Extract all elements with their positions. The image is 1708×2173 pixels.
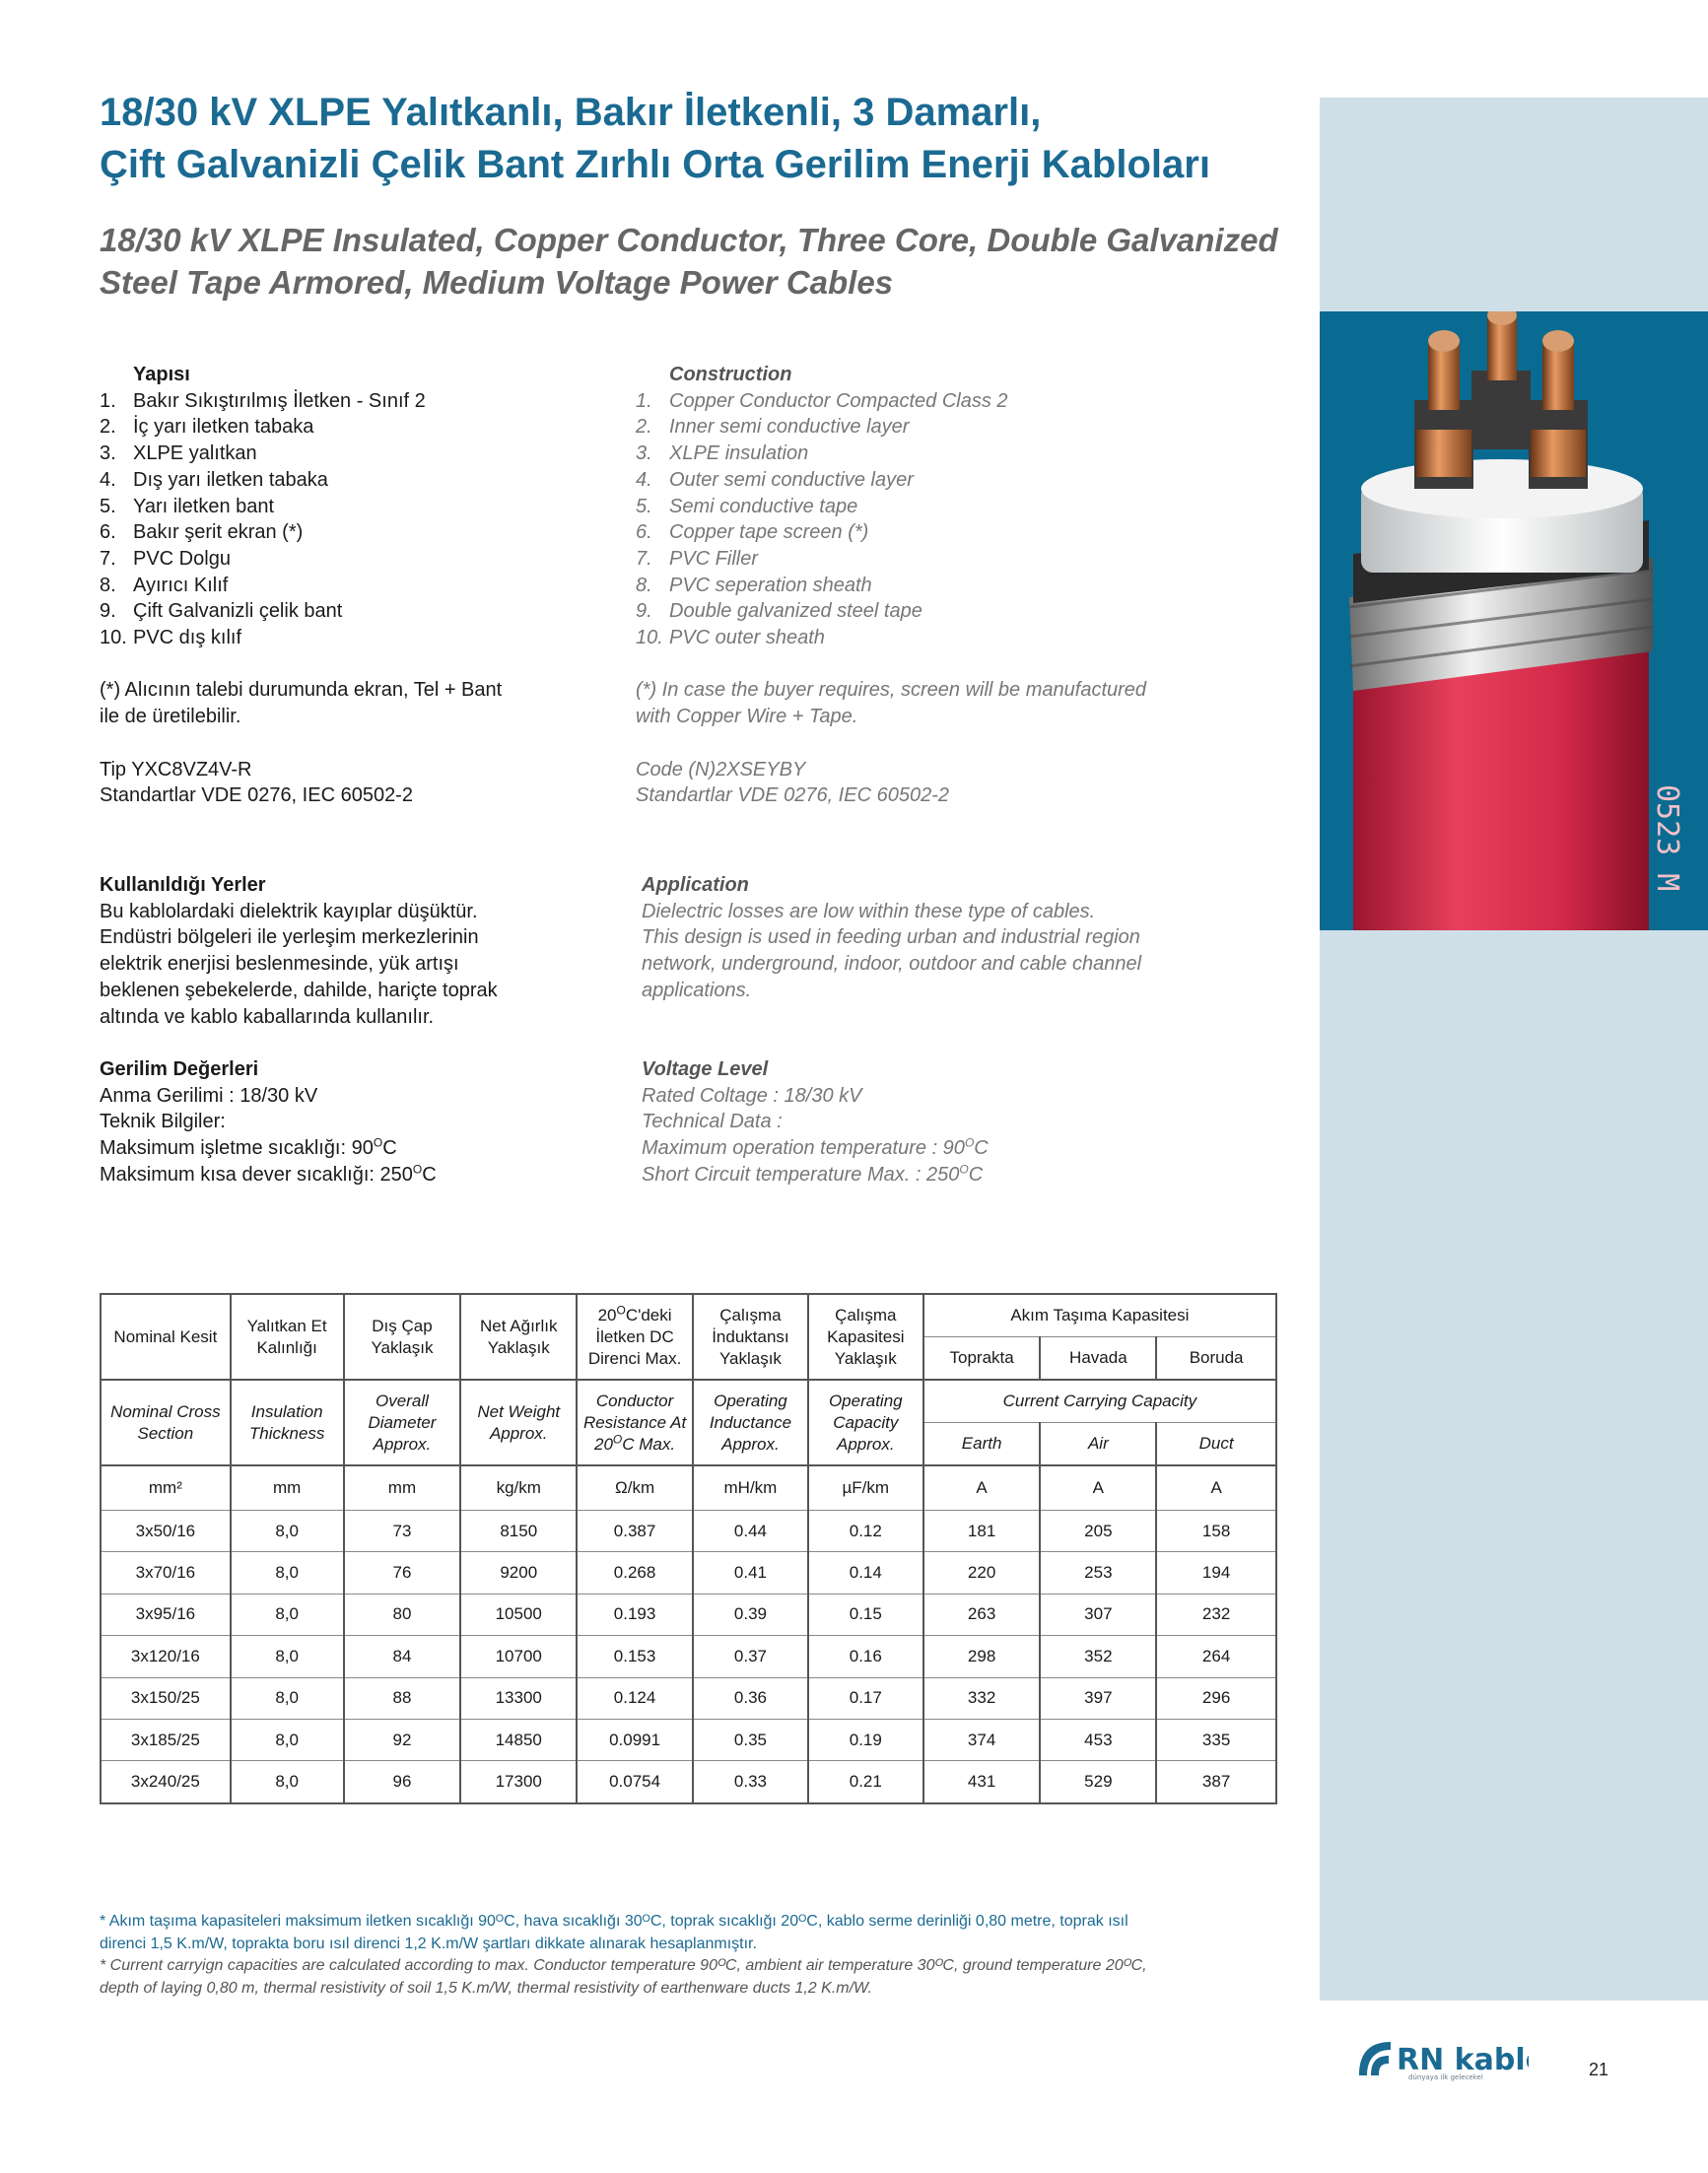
list-text: PVC Dolgu bbox=[133, 547, 231, 570]
voltage-en-heading: Voltage Level bbox=[642, 1058, 769, 1080]
application-en-heading: Application bbox=[642, 874, 749, 896]
cable-photo bbox=[1320, 311, 1708, 930]
voltage-tr-max-sc: Maksimum kısa dever sıcaklığı: $250^OC$ bbox=[100, 1162, 437, 1186]
table-cell: 8,0 bbox=[231, 1636, 344, 1677]
list-text: Yarı iletken bant bbox=[133, 495, 275, 517]
page-title bbox=[100, 87, 1282, 191]
list-text: Inner semi conductive layer bbox=[669, 416, 910, 439]
cable-illustration bbox=[1320, 311, 1708, 930]
table-cell: 10500 bbox=[460, 1594, 577, 1635]
list-text: Copper Conductor Compacted Class 2 bbox=[669, 389, 1008, 412]
list-number: 10. bbox=[636, 627, 663, 649]
th-weight-tr: Net Ağırlık Yaklaşık bbox=[460, 1294, 577, 1380]
spec-table-body bbox=[101, 1465, 1276, 1803]
list-number: 2. bbox=[100, 416, 116, 439]
table-cell: 73 bbox=[344, 1511, 461, 1552]
construction-en-note-1: (*) In case the buyer requires, screen will be manufactured bbox=[636, 679, 1147, 702]
list-number: 9. bbox=[100, 600, 116, 623]
construction-en-code: Code (N)2XSEYBY bbox=[636, 758, 806, 781]
table-cell: 96 bbox=[344, 1761, 461, 1803]
title-en-line1: 18/30 kV XLPE Insulated, Copper Conductor, Three Core, Double Galvanized bbox=[100, 222, 1278, 258]
page-subtitle bbox=[100, 219, 1282, 304]
table-cell: 0.35 bbox=[693, 1719, 808, 1760]
list-text: PVC Filler bbox=[669, 547, 759, 570]
voltage-tr-max-op: Maksimum işletme sıcaklığı: $90^OC$ bbox=[100, 1135, 397, 1160]
table-cell: 397 bbox=[1040, 1677, 1156, 1719]
table-row bbox=[101, 1719, 1276, 1760]
th-insulation-tr: Yalıtkan Et Kalınlığı bbox=[231, 1294, 344, 1380]
table-cell: 0.0754 bbox=[577, 1761, 693, 1803]
construction-en-list bbox=[636, 388, 1247, 651]
table-cell: 0.36 bbox=[693, 1677, 808, 1719]
list-text: Çift Galvanizli çelik bant bbox=[133, 600, 343, 623]
application-en bbox=[642, 872, 1253, 1004]
svg-text:RN kablo: RN kabl bbox=[1397, 2043, 1526, 2077]
th-nominal-en: Nominal Cross Section bbox=[101, 1380, 231, 1465]
table-cell: 194 bbox=[1156, 1552, 1276, 1594]
construction-en-item bbox=[636, 414, 1247, 441]
construction-en-item bbox=[636, 519, 1247, 546]
title-tr-line2: Çift Galvanizli Çelik Bant Zırhlı Orta Gerilim Enerji Kabloları bbox=[100, 143, 1210, 186]
table-row bbox=[101, 1636, 1276, 1677]
construction-tr-item bbox=[100, 467, 612, 494]
th-resistance-tr: $20^OC'deki$ İletken DC Direnci Max. bbox=[577, 1294, 693, 1380]
construction-en-item bbox=[636, 546, 1247, 573]
application-en-line: network, underground, indoor, outdoor and cable channel bbox=[642, 953, 1142, 976]
construction-tr-item bbox=[100, 519, 612, 546]
table-cell: 0.16 bbox=[808, 1636, 923, 1677]
footnote-en-2: depth of laying 0,80 m, thermal resistivity of soil 1,5 K.m/W, thermal resistivity of earthenware ducts 1,2 K.m/W. bbox=[100, 1979, 872, 1997]
th-capacity-tr: Çalışma Kapasitesi Yaklaşık bbox=[808, 1294, 923, 1380]
table-cell: 0.19 bbox=[808, 1719, 923, 1760]
table-cell: 92 bbox=[344, 1719, 461, 1760]
table-row bbox=[101, 1511, 1276, 1552]
list-text: İç yarı iletken tabaka bbox=[133, 416, 314, 439]
table-cell: 3x150/25 bbox=[101, 1677, 231, 1719]
list-number: 8. bbox=[100, 574, 116, 596]
table-cell: 352 bbox=[1040, 1636, 1156, 1677]
th-capacity-en: Operating Capacity Approx. bbox=[808, 1380, 923, 1465]
list-number: 4. bbox=[636, 468, 652, 491]
list-text: Semi conductive tape bbox=[669, 495, 858, 517]
unit-cell: mm bbox=[344, 1465, 461, 1511]
table-cell: 0.0991 bbox=[577, 1719, 693, 1760]
table-cell: 453 bbox=[1040, 1719, 1156, 1760]
th-resistance-en: Conductor Resistance At $20^OC$ Max. bbox=[577, 1380, 693, 1465]
rn-kablo-logo bbox=[1355, 2036, 1529, 2081]
construction-tr-standards: Standartlar VDE 0276, IEC 60502-2 bbox=[100, 784, 413, 807]
construction-en-note-2: with Copper Wire + Tape. bbox=[636, 706, 858, 728]
application-tr-line: altında ve kablo kaballarında kullanılır. bbox=[100, 1005, 435, 1028]
table-cell: 253 bbox=[1040, 1552, 1156, 1594]
table-cell: 8150 bbox=[460, 1511, 577, 1552]
application-en-line: This design is used in feeding urban and industrial region bbox=[642, 926, 1140, 949]
construction-tr bbox=[100, 362, 612, 809]
table-cell: 0.387 bbox=[577, 1511, 693, 1552]
table-cell: 220 bbox=[923, 1552, 1041, 1594]
application-tr bbox=[100, 872, 612, 1030]
table-cell: 307 bbox=[1040, 1594, 1156, 1635]
construction-tr-item bbox=[100, 388, 612, 415]
units-row bbox=[101, 1465, 1276, 1511]
list-number: 5. bbox=[636, 495, 652, 517]
construction-tr-item bbox=[100, 546, 612, 573]
list-number: 3. bbox=[636, 442, 652, 465]
list-text: Copper tape screen (*) bbox=[669, 521, 869, 544]
table-cell: 3x120/16 bbox=[101, 1636, 231, 1677]
th-inductance-tr: Çalışma İnduktansı Yaklaşık bbox=[693, 1294, 808, 1380]
table-cell: 264 bbox=[1156, 1636, 1276, 1677]
th-duct-en: Duct bbox=[1156, 1423, 1276, 1466]
voltage-tr-heading: Gerilim Değerleri bbox=[100, 1058, 259, 1080]
th-diameter-tr: Dış Çap Yaklaşık bbox=[344, 1294, 461, 1380]
unit-cell: mm² bbox=[101, 1465, 231, 1511]
list-number: 1. bbox=[636, 389, 652, 412]
table-cell: 205 bbox=[1040, 1511, 1156, 1552]
application-tr-line: Bu kablolardaki dielektrik kayıplar düşüktür. bbox=[100, 900, 478, 922]
table-cell: 158 bbox=[1156, 1511, 1276, 1552]
footnote-tr-1: * Akım taşıma kapasiteleri maksimum iletken sıcaklığı 90ᴼC, hava sıcaklığı 30ᴼC, toprak sıcaklığı 20ᴼC, kablo serme derinliği 0,80 metre, toprak ısıl bbox=[100, 1913, 1128, 1930]
th-duct-tr: Boruda bbox=[1156, 1337, 1276, 1381]
table-cell: 335 bbox=[1156, 1719, 1276, 1760]
list-number: 4. bbox=[100, 468, 116, 491]
unit-cell: A bbox=[1040, 1465, 1156, 1511]
construction-tr-note-1: (*) Alıcının talebi durumunda ekran, Tel + Bant bbox=[100, 679, 503, 702]
construction-tr-item bbox=[100, 598, 612, 625]
th-air-en: Air bbox=[1040, 1423, 1156, 1466]
spec-table bbox=[100, 1293, 1277, 1804]
voltage-en-max-sc: Short Circuit temperature Max. : $250^OC$ bbox=[642, 1162, 984, 1186]
svg-text:dünyaya ilk gelecekel: dünyaya ilk gelecekel bbox=[1408, 2073, 1483, 2081]
table-cell: 80 bbox=[344, 1594, 461, 1635]
construction-tr-type: Tip YXC8VZ4V-R bbox=[100, 758, 252, 781]
unit-cell: A bbox=[1156, 1465, 1276, 1511]
table-cell: 3x70/16 bbox=[101, 1552, 231, 1594]
table-cell: 14850 bbox=[460, 1719, 577, 1760]
table-cell: 0.44 bbox=[693, 1511, 808, 1552]
construction-en bbox=[636, 362, 1247, 809]
unit-cell: Ω/km bbox=[577, 1465, 693, 1511]
list-text: Double galvanized steel tape bbox=[669, 600, 922, 623]
table-cell: 0.21 bbox=[808, 1761, 923, 1803]
footnote-en-1: * Current carryign capacities are calculated according to max. Conductor temperature 90ᴼC, ambient air temperature 30ᴼC, ground temperature 20ᴼC, bbox=[100, 1957, 1147, 1974]
table-cell: 529 bbox=[1040, 1761, 1156, 1803]
list-number: 8. bbox=[636, 574, 652, 596]
list-text: XLPE insulation bbox=[669, 442, 809, 465]
table-row bbox=[101, 1761, 1276, 1803]
table-row bbox=[101, 1594, 1276, 1635]
page-number: 21 bbox=[1589, 2060, 1609, 2079]
list-text: PVC seperation sheath bbox=[669, 574, 872, 596]
construction-tr-item bbox=[100, 573, 612, 599]
th-earth-en: Earth bbox=[923, 1423, 1041, 1466]
list-number: 7. bbox=[636, 547, 652, 570]
table-cell: 0.124 bbox=[577, 1677, 693, 1719]
list-text: PVC outer sheath bbox=[669, 627, 825, 649]
table-cell: 8,0 bbox=[231, 1511, 344, 1552]
unit-cell: mH/km bbox=[693, 1465, 808, 1511]
table-cell: 3x240/25 bbox=[101, 1761, 231, 1803]
construction-tr-note-2: ile de üretilebilir. bbox=[100, 706, 241, 728]
construction-en-item bbox=[636, 467, 1247, 494]
application-tr-heading: Kullanıldığı Yerler bbox=[100, 874, 266, 896]
list-number: 7. bbox=[100, 547, 116, 570]
construction-en-item bbox=[636, 494, 1247, 520]
table-cell: 9200 bbox=[460, 1552, 577, 1594]
table-cell: 76 bbox=[344, 1552, 461, 1594]
th-inductance-en: Operating Inductance Approx. bbox=[693, 1380, 808, 1465]
voltage-tr-tech: Teknik Bilgiler: bbox=[100, 1111, 226, 1133]
list-number: 9. bbox=[636, 600, 652, 623]
th-diameter-en: Overall Diameter Approx. bbox=[344, 1380, 461, 1465]
list-text: Dış yarı iletken tabaka bbox=[133, 468, 328, 491]
construction-en-standards: Standartlar VDE 0276, IEC 60502-2 bbox=[636, 784, 949, 807]
construction-en-item bbox=[636, 598, 1247, 625]
table-cell: 8,0 bbox=[231, 1677, 344, 1719]
table-cell: 387 bbox=[1156, 1761, 1276, 1803]
list-text: Outer semi conductive layer bbox=[669, 468, 914, 491]
table-cell: 0.12 bbox=[808, 1511, 923, 1552]
application-tr-line: elektrik enerjisi beslenmesinde, yük artışı bbox=[100, 953, 459, 976]
table-cell: 0.193 bbox=[577, 1594, 693, 1635]
th-air-tr: Havada bbox=[1040, 1337, 1156, 1381]
sheath-marking: 0523 M bbox=[1650, 784, 1684, 892]
table-row bbox=[101, 1552, 1276, 1594]
th-insulation-en: Insulation Thickness bbox=[231, 1380, 344, 1465]
table-cell: 17300 bbox=[460, 1761, 577, 1803]
footnote bbox=[100, 1911, 1282, 2000]
table-cell: 3x185/25 bbox=[101, 1719, 231, 1760]
voltage-en-max-op: Maximum operation temperature : $90^OC$ bbox=[642, 1135, 989, 1160]
list-number: 2. bbox=[636, 416, 652, 439]
table-row bbox=[101, 1677, 1276, 1719]
title-tr-line1: 18/30 kV XLPE Yalıtkanlı, Bakır İletkenli, 3 Damarlı, bbox=[100, 91, 1042, 134]
table-cell: 8,0 bbox=[231, 1719, 344, 1760]
table-cell: 374 bbox=[923, 1719, 1041, 1760]
construction-tr-heading: Yapısı bbox=[133, 364, 190, 385]
unit-cell: mm bbox=[231, 1465, 344, 1511]
table-cell: 0.153 bbox=[577, 1636, 693, 1677]
construction-en-item bbox=[636, 573, 1247, 599]
construction-tr-item bbox=[100, 494, 612, 520]
voltage-tr bbox=[100, 1056, 612, 1188]
table-cell: 0.39 bbox=[693, 1594, 808, 1635]
table-cell: 0.33 bbox=[693, 1761, 808, 1803]
table-cell: 0.268 bbox=[577, 1552, 693, 1594]
table-cell: 13300 bbox=[460, 1677, 577, 1719]
th-earth-tr: Toprakta bbox=[923, 1337, 1041, 1381]
table-cell: 232 bbox=[1156, 1594, 1276, 1635]
construction-tr-item bbox=[100, 441, 612, 467]
th-weight-en: Net Weight Approx. bbox=[460, 1380, 577, 1465]
list-number: 1. bbox=[100, 389, 116, 412]
title-en-line2: Steel Tape Armored, Medium Voltage Power Cables bbox=[100, 264, 894, 301]
unit-cell: µF/km bbox=[808, 1465, 923, 1511]
list-number: 10. bbox=[100, 627, 127, 649]
th-current-en: Current Carrying Capacity bbox=[923, 1380, 1276, 1423]
construction-tr-item bbox=[100, 414, 612, 441]
table-cell: 84 bbox=[344, 1636, 461, 1677]
application-tr-line: Endüstri bölgeleri ile yerleşim merkezlerinin bbox=[100, 926, 479, 949]
th-current-tr: Akım Taşıma Kapasitesi bbox=[923, 1294, 1276, 1337]
table-cell: 0.41 bbox=[693, 1552, 808, 1594]
table-cell: 8,0 bbox=[231, 1761, 344, 1803]
construction-en-heading: Construction bbox=[669, 364, 792, 385]
logo-mark-icon bbox=[1355, 2036, 1529, 2081]
unit-cell: A bbox=[923, 1465, 1041, 1511]
table-cell: 181 bbox=[923, 1511, 1041, 1552]
voltage-tr-rated: Anma Gerilimi : 18/30 kV bbox=[100, 1084, 318, 1107]
table-cell: 0.15 bbox=[808, 1594, 923, 1635]
voltage-en-tech: Technical Data : bbox=[642, 1111, 783, 1133]
table-cell: 3x95/16 bbox=[101, 1594, 231, 1635]
table-cell: 263 bbox=[923, 1594, 1041, 1635]
construction-en-item bbox=[636, 388, 1247, 415]
table-cell: 8,0 bbox=[231, 1594, 344, 1635]
table-cell: 298 bbox=[923, 1636, 1041, 1677]
list-number: 3. bbox=[100, 442, 116, 465]
construction-tr-list bbox=[100, 388, 612, 651]
list-text: Bakır şerit ekran (*) bbox=[133, 521, 304, 544]
th-nominal-tr: Nominal Kesit bbox=[101, 1294, 231, 1380]
construction-en-item bbox=[636, 441, 1247, 467]
list-number: 6. bbox=[100, 521, 116, 544]
list-number: 5. bbox=[100, 495, 116, 517]
footnote-tr-2: direnci 1,5 K.m/W, toprakta boru ısıl direnci 1,2 K.m/W şartları dikkate alınarak hesaplanmıştır. bbox=[100, 1935, 757, 1952]
list-text: XLPE yalıtkan bbox=[133, 442, 257, 465]
unit-cell: kg/km bbox=[460, 1465, 577, 1511]
table-cell: 296 bbox=[1156, 1677, 1276, 1719]
construction-en-item bbox=[636, 625, 1247, 651]
voltage-en bbox=[642, 1056, 1253, 1188]
voltage-en-rated: Rated Coltage : 18/30 kV bbox=[642, 1084, 862, 1107]
table-cell: 0.14 bbox=[808, 1552, 923, 1594]
list-text: Ayırıcı Kılıf bbox=[133, 574, 229, 596]
table-cell: 431 bbox=[923, 1761, 1041, 1803]
table-cell: 10700 bbox=[460, 1636, 577, 1677]
application-en-line: Dielectric losses are low within these type of cables. bbox=[642, 900, 1096, 922]
table-cell: 332 bbox=[923, 1677, 1041, 1719]
table-cell: 0.17 bbox=[808, 1677, 923, 1719]
table-cell: 8,0 bbox=[231, 1552, 344, 1594]
list-number: 6. bbox=[636, 521, 652, 544]
table-cell: 0.37 bbox=[693, 1636, 808, 1677]
list-text: Bakır Sıkıştırılmış İletken - Sınıf 2 bbox=[133, 389, 426, 412]
list-text: PVC dış kılıf bbox=[133, 627, 242, 649]
application-en-line: applications. bbox=[642, 979, 752, 1001]
construction-tr-item bbox=[100, 625, 612, 651]
table-cell: 88 bbox=[344, 1677, 461, 1719]
table-cell: 3x50/16 bbox=[101, 1511, 231, 1552]
application-tr-line: beklenen şebekelerde, dahilde, hariçte toprak bbox=[100, 979, 498, 1001]
